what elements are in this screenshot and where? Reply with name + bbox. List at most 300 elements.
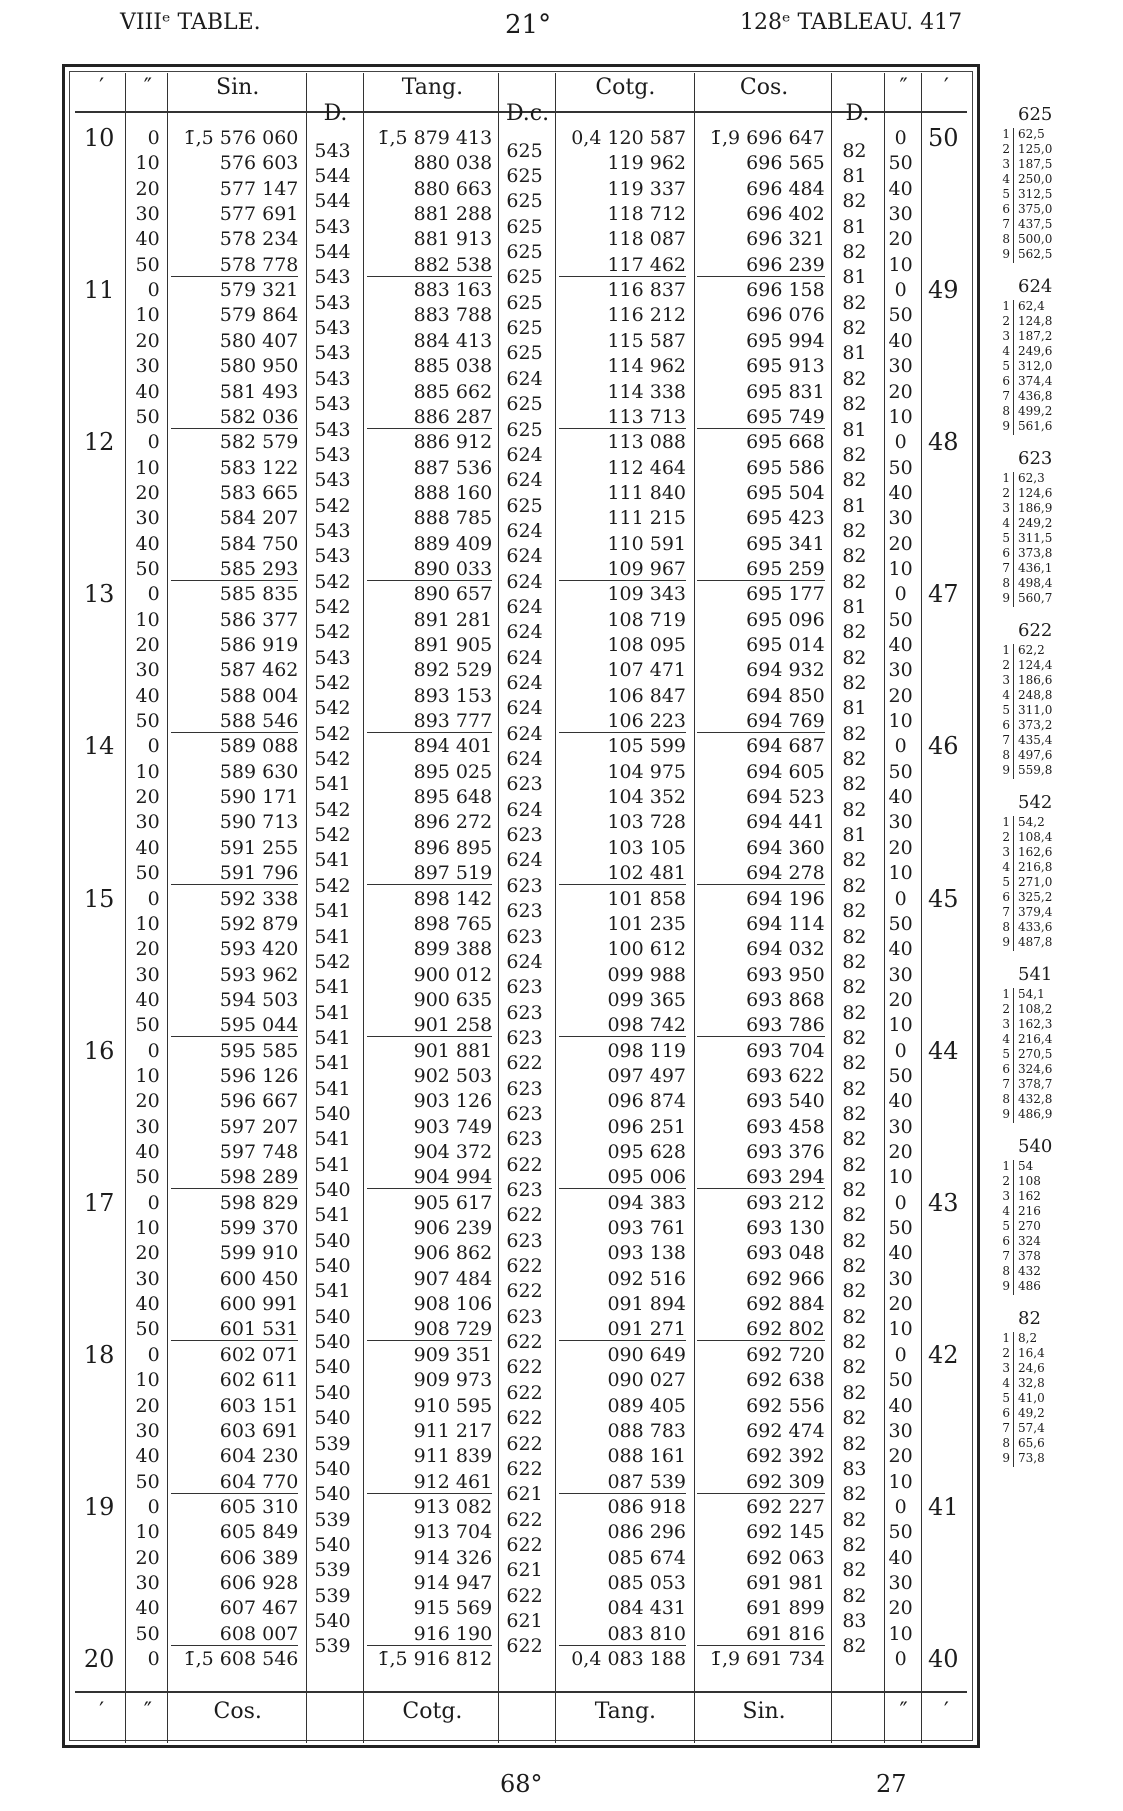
cell-s2: 40 <box>888 786 913 809</box>
cell-tang: 909 973 <box>413 1369 493 1392</box>
cell-cotg: 107 471 <box>607 659 687 682</box>
cell-dc: 622 <box>506 1533 543 1556</box>
cell-tang: 883 788 <box>413 304 493 327</box>
cell-s: 50 <box>135 710 160 733</box>
cell-d2: 82 <box>842 1204 867 1227</box>
cell-d1: 539 <box>314 1635 351 1658</box>
cell-s2: 10 <box>888 253 913 276</box>
pp-digit: 4 <box>1002 1204 1010 1218</box>
cell-s: 20 <box>135 1546 160 1569</box>
cell-dc: 621 <box>506 1483 543 1506</box>
cell-dc: 622 <box>506 1331 543 1354</box>
cell-d1: 541 <box>314 976 351 999</box>
cell-sin: 1̄,5 608 546 <box>183 1648 299 1670</box>
column-rule <box>125 73 126 1743</box>
cell-sin: 606 928 <box>219 1571 299 1594</box>
cell-d2: 82 <box>842 773 867 796</box>
cell-s2: 50 <box>888 1369 913 1392</box>
cell-s: 40 <box>135 380 160 403</box>
cell-tang: 1̄,5 879 413 <box>377 127 493 149</box>
cell-sin: 603 151 <box>219 1394 299 1417</box>
cell-dc: 624 <box>506 697 543 720</box>
pp-value: 312,0 <box>1018 359 1053 373</box>
cell-tang: 913 082 <box>413 1495 493 1518</box>
cell-s: 30 <box>135 355 160 378</box>
cell-m: 14 <box>83 732 115 761</box>
cell-sin: 605 310 <box>219 1495 299 1518</box>
cell-tang: 906 239 <box>413 1217 493 1240</box>
cell-cotg: 105 599 <box>607 735 687 758</box>
cell-d2: 82 <box>842 1381 867 1404</box>
cell-d2: 82 <box>842 1153 867 1176</box>
cell-sin: 588 546 <box>171 710 298 733</box>
cell-d2: 82 <box>842 1052 867 1075</box>
cell-sin: 589 088 <box>219 735 299 758</box>
pp-digit: 9 <box>1002 935 1010 949</box>
pp-value: 187,2 <box>1018 329 1053 343</box>
cell-cos: 692 802 <box>697 1318 824 1341</box>
cell-sin: 597 748 <box>219 1141 299 1163</box>
cell-d1: 541 <box>314 1001 351 1024</box>
pp-value: 186,9 <box>1018 501 1053 515</box>
cell-s2: 0 <box>894 431 907 454</box>
cell-d1: 542 <box>314 494 351 517</box>
cell-dc: 624 <box>506 621 543 644</box>
pp-digit: 8 <box>1002 232 1010 246</box>
pp-value: 65,6 <box>1018 1436 1045 1450</box>
pp-value: 62,2 <box>1018 643 1045 657</box>
cell-sin: 576 603 <box>219 152 299 175</box>
cell-d2: 82 <box>842 874 867 897</box>
pp-value: 124,6 <box>1018 486 1053 500</box>
column-header-m: ′ <box>99 75 105 100</box>
cell-cos: 696 484 <box>746 177 825 200</box>
cell-dc: 625 <box>506 215 543 238</box>
cell-cos: 692 145 <box>746 1521 825 1544</box>
cell-sin: 603 691 <box>219 1419 299 1442</box>
cell-s: 0 <box>147 431 160 454</box>
footer-degree: 68° <box>500 1770 543 1798</box>
column-footer-s: ″ <box>143 1699 152 1724</box>
cell-s2: 10 <box>888 1622 913 1645</box>
cell-s2: 20 <box>888 988 913 1011</box>
cell-d1: 540 <box>314 1609 351 1632</box>
cell-sin: 579 321 <box>219 279 299 302</box>
cell-cotg: 119 337 <box>607 177 687 200</box>
cell-cos: 692 720 <box>746 1343 825 1366</box>
cell-s: 20 <box>135 1394 160 1417</box>
pp-digit: 8 <box>1002 920 1010 934</box>
pp-digit: 8 <box>1002 1092 1010 1106</box>
cell-m2: 43 <box>928 1188 959 1217</box>
cell-cos: 696 158 <box>746 279 825 302</box>
cell-cotg: 088 161 <box>607 1445 687 1468</box>
pp-digit: 2 <box>1002 1174 1010 1188</box>
cell-s2: 40 <box>888 329 913 352</box>
cell-d2: 81 <box>842 595 867 618</box>
cell-tang: 882 538 <box>367 254 493 277</box>
cell-m2: 47 <box>928 580 959 609</box>
pp-value: 41,0 <box>1018 1391 1045 1405</box>
cell-dc: 624 <box>506 469 543 492</box>
column-header-d2: D. <box>845 101 870 126</box>
cell-cotg: 098 742 <box>559 1014 686 1037</box>
cell-s2: 10 <box>888 1470 913 1493</box>
cell-d2: 82 <box>842 1559 867 1582</box>
cell-s2: 0 <box>894 1191 907 1214</box>
cell-tang: 895 648 <box>413 786 493 809</box>
cell-sin: 605 849 <box>219 1521 299 1544</box>
pp-digit: 1 <box>1002 1159 1010 1173</box>
cell-cotg: 090 649 <box>607 1343 687 1366</box>
cell-dc: 624 <box>506 367 543 390</box>
cell-dc: 625 <box>506 418 543 441</box>
cell-dc: 624 <box>506 950 543 973</box>
cell-dc: 624 <box>506 849 543 872</box>
cell-dc: 625 <box>506 165 543 188</box>
cell-s2: 10 <box>888 557 913 580</box>
cell-d1: 540 <box>314 1457 351 1480</box>
cell-s: 30 <box>135 1571 160 1594</box>
pp-digit: 4 <box>1002 860 1010 874</box>
cell-tang: 894 401 <box>413 735 493 758</box>
cell-cotg: 086 296 <box>607 1521 687 1544</box>
cell-dc: 623 <box>506 824 543 847</box>
pp-digit: 9 <box>1002 763 1010 777</box>
pp-value: 436,8 <box>1018 389 1053 403</box>
column-header-m2: ′ <box>943 75 949 100</box>
cell-cotg: 100 612 <box>607 938 687 961</box>
cell-cotg: 084 431 <box>607 1597 687 1620</box>
pp-bar <box>1013 472 1014 607</box>
cell-cotg: 106 847 <box>607 684 687 707</box>
pp-digit: 4 <box>1002 1032 1010 1046</box>
pp-value: 187,5 <box>1018 157 1053 171</box>
cell-cotg: 098 119 <box>607 1039 687 1062</box>
cell-d1: 543 <box>314 139 351 162</box>
pp-value: 311,5 <box>1018 531 1053 545</box>
cell-sin: 585 835 <box>219 583 299 606</box>
cell-cotg: 108 095 <box>607 634 687 656</box>
cell-cotg: 0,4 120 587 <box>571 127 687 149</box>
column-footer-sin: Cos. <box>213 1699 262 1724</box>
cell-sin: 592 879 <box>219 912 299 935</box>
cell-tang: 911 217 <box>413 1419 493 1442</box>
pp-value: 270,5 <box>1018 1047 1053 1061</box>
cell-cos: 692 638 <box>746 1369 825 1392</box>
cell-tang: 887 536 <box>413 456 493 479</box>
pp-digit: 9 <box>1002 1279 1010 1293</box>
column-header-dc: D.c. <box>505 101 550 126</box>
pp-value: 432,8 <box>1018 1092 1053 1106</box>
cell-s: 30 <box>135 1267 160 1290</box>
cell-dc: 624 <box>506 570 543 593</box>
pp-value: 486,9 <box>1018 1107 1053 1121</box>
cell-d2: 82 <box>842 1356 867 1379</box>
cell-m2: 46 <box>928 732 959 761</box>
cell-tang: 888 160 <box>413 481 493 504</box>
cell-cos: 693 130 <box>746 1217 825 1240</box>
cell-dc: 624 <box>506 545 543 568</box>
pp-bar <box>1013 1332 1014 1467</box>
footer-rule <box>75 1691 967 1693</box>
pp-digit: 5 <box>1002 1391 1010 1405</box>
cell-cotg: 113 088 <box>607 431 687 454</box>
cell-sin: 598 829 <box>219 1191 299 1214</box>
cell-m: 12 <box>83 428 115 457</box>
cell-d1: 542 <box>314 950 351 973</box>
cell-s: 20 <box>135 938 160 961</box>
pp-digit: 7 <box>1002 1249 1010 1263</box>
pp-value: 311,0 <box>1018 703 1053 717</box>
cell-cotg: 102 481 <box>559 862 686 885</box>
cell-tang: 890 033 <box>367 558 493 581</box>
cell-d1: 543 <box>314 443 351 466</box>
cell-dc: 623 <box>506 1229 543 1252</box>
cell-tang: 889 409 <box>413 532 493 555</box>
column-header-sin: Sin. <box>216 75 260 100</box>
cell-sin: 583 122 <box>219 456 299 479</box>
cell-d2: 82 <box>842 190 867 213</box>
cell-tang: 884 413 <box>413 329 493 352</box>
cell-sin: 580 950 <box>219 355 299 378</box>
cell-d2: 82 <box>842 1305 867 1328</box>
cell-s2: 40 <box>888 1090 913 1113</box>
cell-d1: 540 <box>314 1407 351 1430</box>
pp-digit: 7 <box>1002 1421 1010 1435</box>
cell-tang: 911 839 <box>413 1445 493 1468</box>
cell-d1: 542 <box>314 874 351 897</box>
cell-m: 19 <box>83 1492 115 1521</box>
cell-cotg: 085 053 <box>607 1571 687 1594</box>
cell-d2: 82 <box>842 672 867 695</box>
pp-digit: 5 <box>1002 1047 1010 1061</box>
column-header-d1: D. <box>323 101 348 126</box>
cell-cotg: 112 464 <box>607 456 687 479</box>
cell-m: 10 <box>83 124 115 152</box>
column-header-cotg: Cotg. <box>595 75 656 100</box>
pp-value: 108 <box>1018 1174 1041 1188</box>
cell-cos: 693 704 <box>746 1039 825 1062</box>
cell-tang: 886 287 <box>367 406 493 429</box>
cell-s: 40 <box>135 684 160 707</box>
pp-digit: 6 <box>1002 890 1010 904</box>
pp-value: 8,2 <box>1018 1331 1038 1345</box>
cell-s2: 10 <box>888 1014 913 1037</box>
cell-cotg: 095 628 <box>607 1141 687 1163</box>
cell-s2: 10 <box>888 862 913 885</box>
cell-sin: 585 293 <box>171 558 298 581</box>
cell-cos: 696 402 <box>746 203 825 226</box>
cell-dc: 622 <box>506 1381 543 1404</box>
cell-d1: 541 <box>314 1153 351 1176</box>
cell-s2: 50 <box>888 152 913 175</box>
cell-cotg: 099 365 <box>607 988 687 1011</box>
cell-dc: 623 <box>506 1001 543 1024</box>
cell-s2: 20 <box>888 228 913 251</box>
cell-d1: 541 <box>314 1128 351 1151</box>
cell-s: 20 <box>135 786 160 809</box>
cell-tang: 897 519 <box>367 862 493 885</box>
cell-d1: 541 <box>314 849 351 872</box>
pp-digit: 3 <box>1002 1189 1010 1203</box>
cell-dc: 622 <box>506 1052 543 1075</box>
cell-d1: 540 <box>314 1381 351 1404</box>
cell-cos: 694 196 <box>746 887 825 910</box>
cell-d2: 82 <box>842 1102 867 1125</box>
pp-digit: 8 <box>1002 576 1010 590</box>
cell-d2: 82 <box>842 1483 867 1506</box>
pp-value: 432 <box>1018 1264 1041 1278</box>
pp-digit: 7 <box>1002 905 1010 919</box>
cell-d2: 82 <box>842 950 867 973</box>
cell-tang: 900 635 <box>413 988 493 1011</box>
pp-value: 62,4 <box>1018 299 1045 313</box>
cell-s2: 40 <box>888 634 913 656</box>
pp-digit: 2 <box>1002 1346 1010 1360</box>
cell-cotg: 114 338 <box>607 380 687 403</box>
cell-s: 20 <box>135 329 160 352</box>
cell-d2: 82 <box>842 469 867 492</box>
cell-d1: 541 <box>314 925 351 948</box>
cell-m2: 40 <box>928 1645 959 1673</box>
cell-tang: 896 895 <box>413 836 493 859</box>
cell-sin: 578 234 <box>219 228 299 251</box>
cell-dc: 622 <box>506 1407 543 1430</box>
cell-cos: 693 868 <box>746 988 825 1011</box>
pp-digit: 6 <box>1002 1406 1010 1420</box>
cell-cos: 696 076 <box>746 304 825 327</box>
cell-cotg: 106 223 <box>559 710 686 733</box>
cell-d2: 82 <box>842 1407 867 1430</box>
pp-value: 108,2 <box>1018 1002 1053 1016</box>
cell-s2: 20 <box>888 684 913 707</box>
pp-head: 623 <box>1018 448 1053 469</box>
cell-d2: 81 <box>842 697 867 720</box>
cell-d1: 543 <box>314 266 351 289</box>
cell-s: 40 <box>135 836 160 859</box>
cell-cos: 695 423 <box>746 507 825 530</box>
cell-tang: 881 288 <box>413 203 493 226</box>
pp-digit: 5 <box>1002 1219 1010 1233</box>
cell-d2: 81 <box>842 266 867 289</box>
pp-value: 16,4 <box>1018 1346 1045 1360</box>
cell-dc: 624 <box>506 595 543 618</box>
cell-dc: 622 <box>506 1457 543 1480</box>
cell-d2: 83 <box>842 1457 867 1480</box>
cell-dc: 622 <box>506 1508 543 1531</box>
cell-d1: 544 <box>314 241 351 264</box>
pp-value: 325,2 <box>1018 890 1053 904</box>
cell-d1: 544 <box>314 165 351 188</box>
cell-s2: 40 <box>888 1394 913 1417</box>
cell-d1: 539 <box>314 1432 351 1455</box>
cell-cos: 693 048 <box>746 1242 825 1265</box>
cell-cos: 693 540 <box>746 1090 825 1113</box>
cell-tang: 912 461 <box>367 1471 493 1494</box>
pp-value: 49,2 <box>1018 1406 1045 1420</box>
cell-sin: 577 147 <box>219 177 299 200</box>
cell-d2: 82 <box>842 1331 867 1354</box>
column-header-s: ″ <box>143 75 152 100</box>
pp-value: 249,2 <box>1018 516 1053 530</box>
cell-s2: 0 <box>894 1039 907 1062</box>
cell-tang: 905 617 <box>413 1191 493 1214</box>
cell-s2: 0 <box>894 1495 907 1518</box>
pp-digit: 7 <box>1002 217 1010 231</box>
cell-s2: 10 <box>888 405 913 428</box>
cell-cos: 692 474 <box>746 1419 825 1442</box>
cell-dc: 622 <box>506 1280 543 1303</box>
cell-cotg: 093 138 <box>607 1242 687 1265</box>
cell-dc: 621 <box>506 1609 543 1632</box>
cell-d1: 543 <box>314 469 351 492</box>
cell-dc: 623 <box>506 874 543 897</box>
cell-d2: 82 <box>842 925 867 948</box>
cell-cotg: 091 894 <box>607 1293 687 1316</box>
cell-cotg: 115 587 <box>607 329 687 352</box>
cell-s2: 20 <box>888 1597 913 1620</box>
cell-cotg: 083 810 <box>559 1623 686 1646</box>
cell-tang: 888 785 <box>413 507 493 530</box>
pp-digit: 9 <box>1002 419 1010 433</box>
pp-digit: 5 <box>1002 703 1010 717</box>
cell-d2: 82 <box>842 317 867 340</box>
pp-head: 82 <box>1018 1308 1041 1329</box>
cell-cos: 691 899 <box>746 1597 825 1620</box>
cell-d1: 540 <box>314 1102 351 1125</box>
pp-bar <box>1013 128 1014 263</box>
pp-digit: 3 <box>1002 673 1010 687</box>
cell-d2: 82 <box>842 367 867 390</box>
cell-d1: 543 <box>314 519 351 542</box>
cell-tang: 896 272 <box>413 811 493 834</box>
cell-s2: 20 <box>888 836 913 859</box>
pp-value: 32,8 <box>1018 1376 1045 1390</box>
cell-tang: 898 142 <box>413 887 493 910</box>
cell-s: 10 <box>135 456 160 479</box>
cell-cotg: 103 728 <box>607 811 687 834</box>
running-header-left: VIIIᵉ TABLE. <box>120 10 261 35</box>
cell-cotg: 118 712 <box>607 203 687 226</box>
cell-m2: 50 <box>928 124 959 152</box>
cell-cos: 692 063 <box>746 1546 825 1569</box>
pp-digit: 1 <box>1002 643 1010 657</box>
cell-d2: 82 <box>842 1432 867 1455</box>
cell-cotg: 094 383 <box>607 1191 687 1214</box>
pp-digit: 1 <box>1002 987 1010 1001</box>
cell-s2: 20 <box>888 380 913 403</box>
cell-dc: 622 <box>506 1432 543 1455</box>
pp-value: 216,4 <box>1018 1032 1053 1046</box>
cell-d2: 81 <box>842 342 867 365</box>
cell-d2: 82 <box>842 748 867 771</box>
pp-digit: 8 <box>1002 1264 1010 1278</box>
cell-cotg: 116 837 <box>607 279 687 302</box>
cell-sin: 1̄,5 576 060 <box>183 127 299 149</box>
cell-s: 50 <box>135 557 160 580</box>
cell-tang: 916 190 <box>367 1623 493 1646</box>
cell-s2: 40 <box>888 1242 913 1265</box>
cell-s2: 30 <box>888 1115 913 1138</box>
cell-s: 30 <box>135 507 160 530</box>
cell-s: 30 <box>135 1419 160 1442</box>
pp-digit: 9 <box>1002 591 1010 605</box>
pp-bar <box>1013 816 1014 951</box>
cell-s2: 20 <box>888 1293 913 1316</box>
cell-cos: 695 014 <box>746 634 825 656</box>
cell-cos: 695 504 <box>746 481 825 504</box>
